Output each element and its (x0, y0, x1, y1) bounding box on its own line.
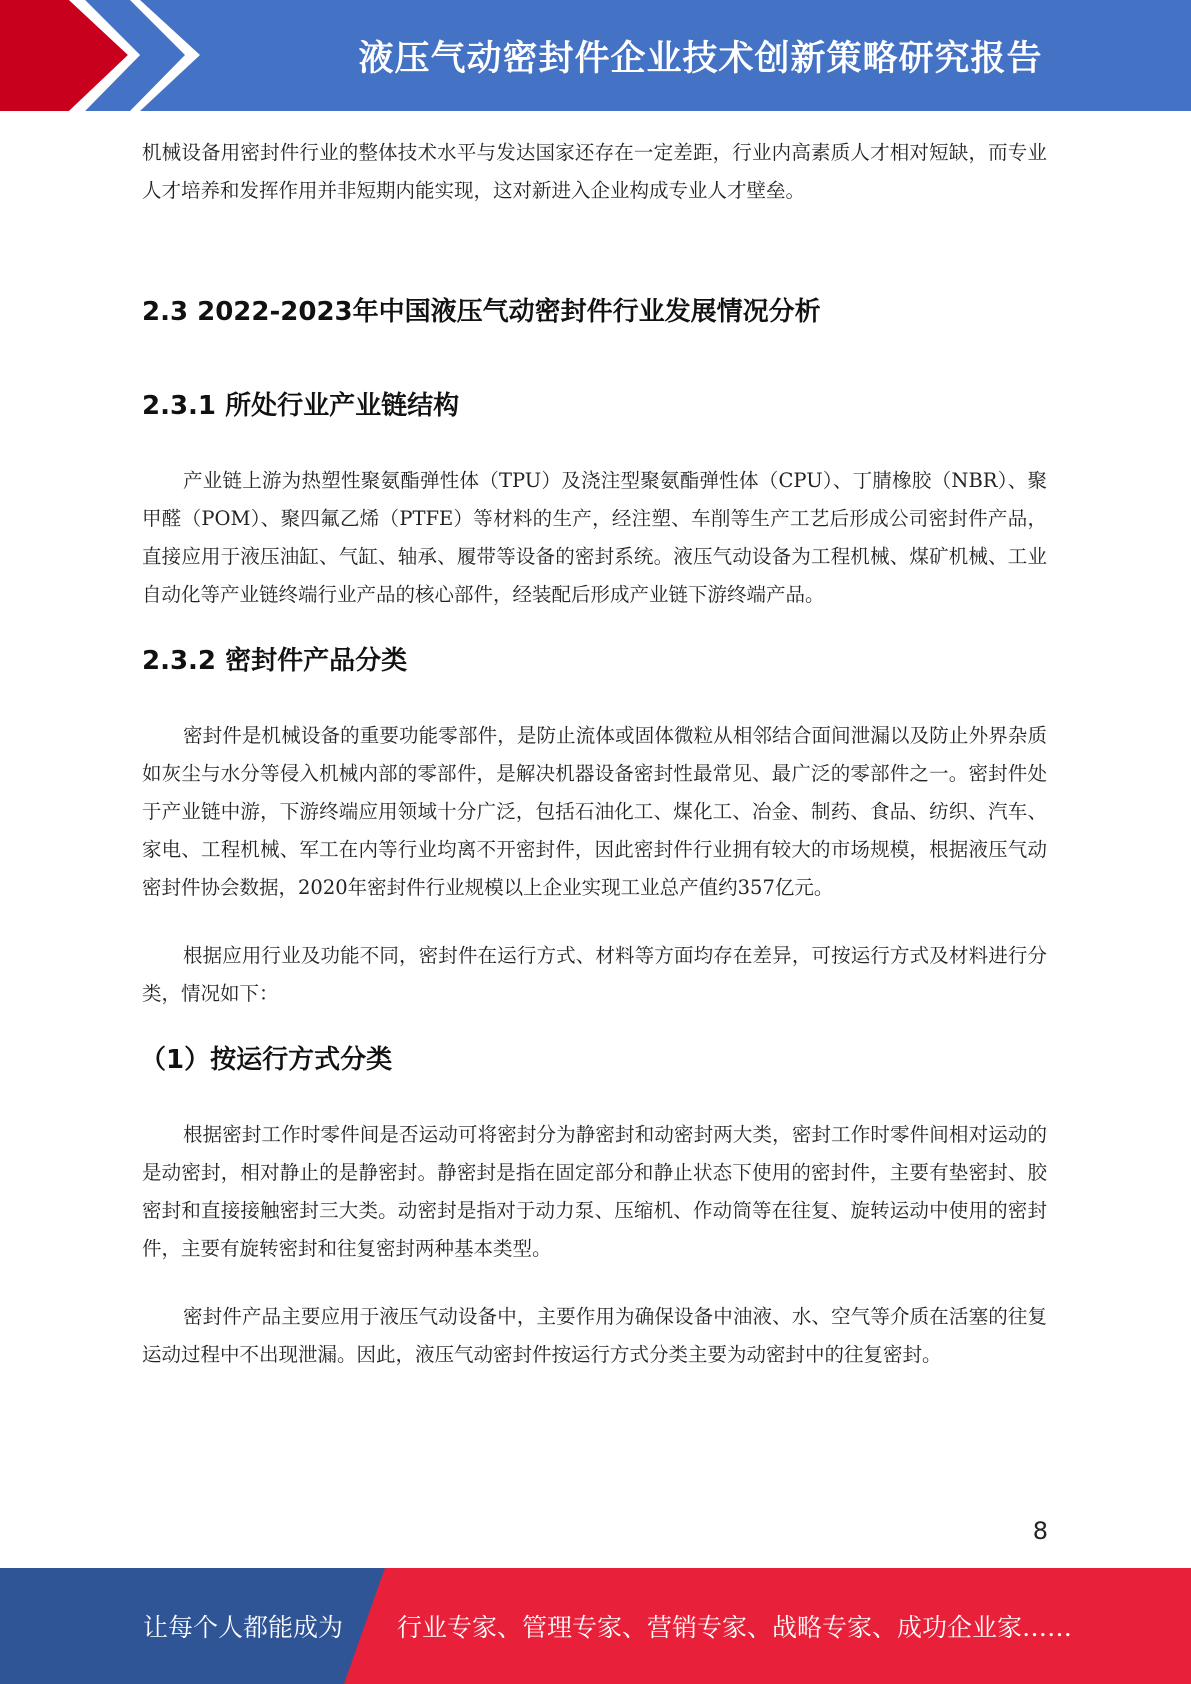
section-2-3-1-heading: 2.3.1 所处行业产业链结构 (142, 391, 460, 421)
footer-slogan-left: 让每个人都能成为 (143, 1613, 344, 1642)
page-content (142, 134, 1047, 1374)
page-number: 8 (1032, 1517, 1048, 1545)
section-2-3-2-heading: 2.3.2 密封件产品分类 (142, 646, 408, 676)
intro-paragraph: 机械设备用密封件行业的整体技术水平与发达国家还存在一定差距，行业内高素质人才相对短缺，而专业人才培养和发挥作用并非短期内能实现，这对新进入企业构成专业人才壁垒。 (142, 141, 1047, 202)
page-header (0, 0, 1191, 111)
page-footer (0, 1568, 1191, 1684)
subsection-1-paragraph-2: 密封件产品主要应用于液压气动设备中，主要作用为确保设备中油液、水、空气等介质在活塞的往复运动过程中不出现泄漏。因此，液压气动密封件按运行方式分类主要为动密封中的往复密封。 (142, 1305, 1047, 1366)
section-2-3-2-paragraph-2: 根据应用行业及功能不同，密封件在运行方式、材料等方面均存在差异，可按运行方式及材料进行分类，情况如下： (142, 944, 1047, 1005)
subsection-1-heading: （1）按运行方式分类 (140, 1045, 393, 1075)
section-2-3-1-paragraph: 产业链上游为热塑性聚氨酯弹性体（TPU）及浇注型聚氨酯弹性体（CPU）、丁腈橡胶（NBR）、聚甲醛（POM）、聚四氟乙烯（PTFE）等材料的生产，经注塑、车削等生产工艺后形成公司密封件产品，直接应用于液压油缸、气缸、轴承、履带等设备的密封系统。液压气动设备为工程机械、煤矿机械、工业自动化等产业链终端行业产品的核心部件，经装配后形成产业链下游终端产品。 (142, 469, 1047, 606)
section-2-3-heading: 2.3 2022-2023年中国液压气动密封件行业发展情况分析 (142, 297, 821, 327)
subsection-1-paragraph-1: 根据密封工作时零件间是否运动可将密封分为静密封和动密封两大类，密封工作时零件间相对运动的是动密封，相对静止的是静密封。静密封是指在固定部分和静止状态下使用的密封件，主要有垫密封、胶密封和直接接触密封三大类。动密封是指对于动力泵、压缩机、作动筒等在往复、旋转运动中使用的密封件，主要有旋转密封和往复密封两种基本类型。 (142, 1123, 1047, 1260)
report-title: 液压气动密封件企业技术创新策略研究报告 (358, 38, 1043, 79)
footer-slogan-right: 行业专家、管理专家、营销专家、战略专家、成功企业家…… (397, 1613, 1073, 1642)
section-2-3-2-paragraph-1: 密封件是机械设备的重要功能零部件，是防止流体或固体微粒从相邻结合面间泄漏以及防止外界杂质如灰尘与水分等侵入机械内部的零部件，是解决机器设备密封性最常见、最广泛的零部件之一。密封件处于产业链中游，下游终端应用领域十分广泛，包括石油化工、煤化工、冶金、制药、食品、纺织、汽车、家电、工程机械、军工在内等行业均离不开密封件，因此密封件行业拥有较大的市场规模，根据液压气动密封件协会数据，2020年密封件行业规模以上企业实现工业总产值约357亿元。 (142, 724, 1047, 899)
